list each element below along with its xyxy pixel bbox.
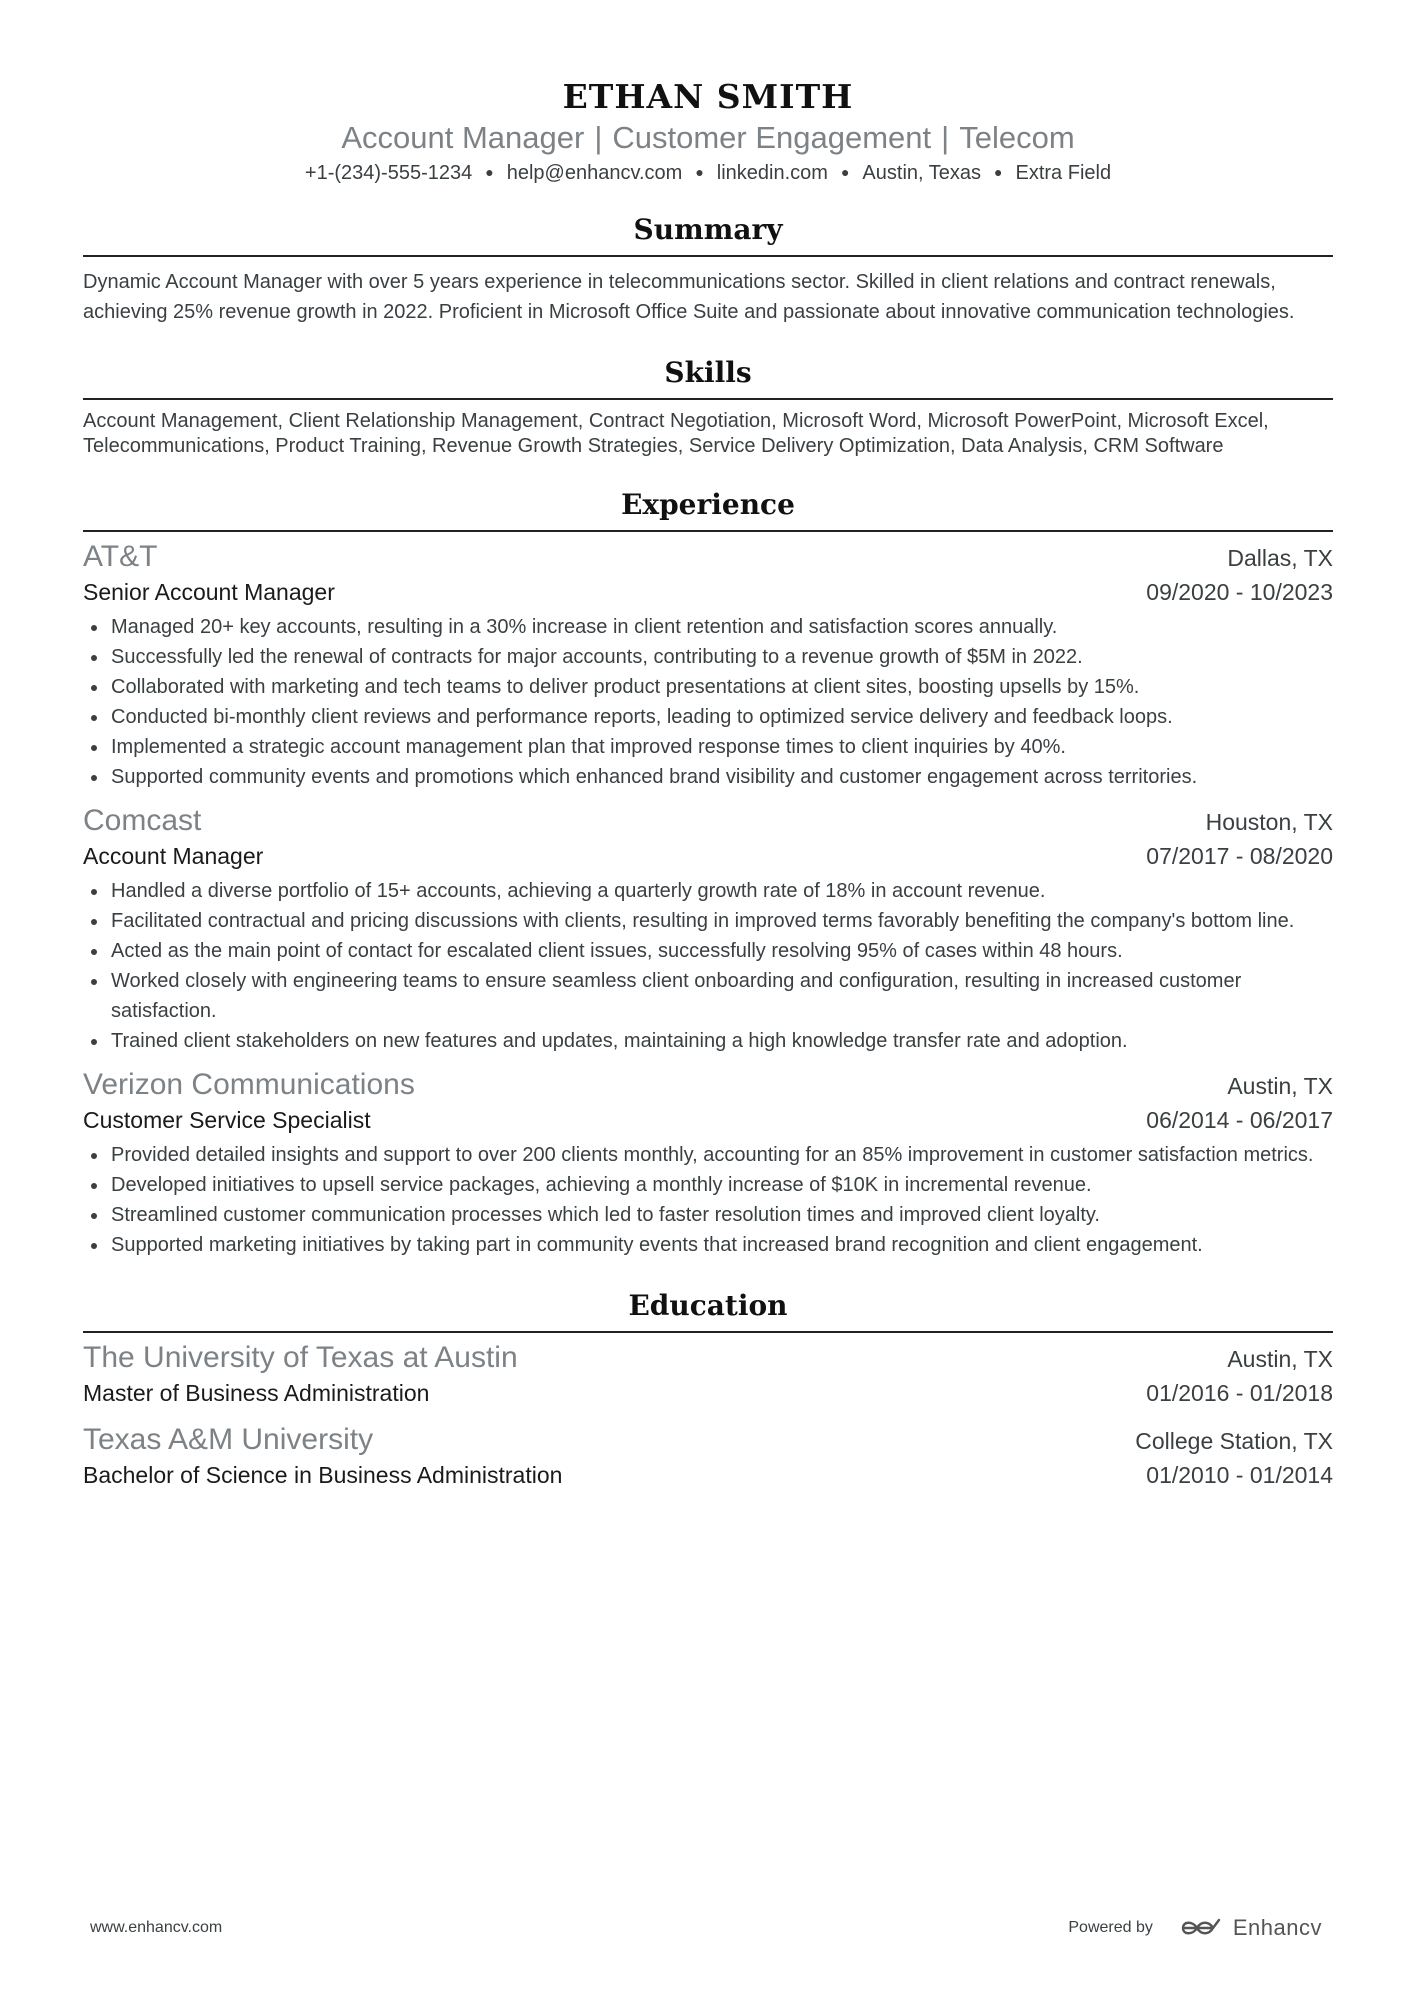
section-divider [83,255,1333,257]
job-dates: 06/2014 - 06/2017 [1146,1107,1333,1133]
education-entry [83,1339,1333,1409]
job-title: Senior Account Manager [83,579,335,605]
bullet-item: Managed 20+ key accounts, resulting in a 30% increase in client retention and satisfaction scores annually. [83,612,1333,642]
bullet-item: Supported community events and promotions which enhanced brand visibility and customer engagement across territories. [83,762,1333,792]
job-entry [83,538,1333,792]
education-entry [83,1421,1333,1491]
job-dates: 09/2020 - 10/2023 [1146,579,1333,605]
location: Austin, Texas [862,162,982,184]
bullet-item: Acted as the main point of contact for escalated client issues, successfully resolving 95% of cases within 48 hours. [83,936,1333,966]
bullet-item: Collaborated with marketing and tech teams to deliver product presentations at client sites, boosting upsells by 15%. [83,672,1333,702]
job-dates: 07/2017 - 08/2020 [1146,843,1333,869]
enhancv-logo-icon [1179,1917,1225,1939]
job-entry [83,802,1333,1056]
bullet-item: Supported marketing initiatives by taking part in community events that increased brand recognition and client engagement. [83,1230,1333,1260]
section-divider [83,530,1333,532]
section-title: Skills [664,356,752,389]
headline-item: Customer Engagement [612,120,932,155]
bullet-item: Successfully led the renewal of contracts for major accounts, contributing to a revenue growth of $5M in 2022. [83,642,1333,672]
enhancv-brand[interactable]: Enhancv [1232,1915,1322,1940]
job-location: Houston, TX [1205,809,1333,835]
bullet-item: Handled a diverse portfolio of 15+ accounts, achieving a quarterly growth rate of 18% in account revenue. [83,876,1333,906]
company-name: Verizon Communications [83,1068,415,1101]
bullet-item: Streamlined customer communication processes which led to faster resolution times and improved client loyalty. [83,1200,1333,1230]
section-title: Education [628,1289,788,1322]
email-link[interactable]: help@enhancv.com [506,162,683,184]
bullet-separator: ● [994,164,1003,180]
footer-site-link[interactable]: www.enhancv.com [90,1919,223,1936]
bullet-item: Trained client stakeholders on new features and updates, maintaining a high knowledge transfer rate and adoption. [83,1026,1333,1056]
job-title: Account Manager [83,843,264,869]
resume-header [83,0,1333,189]
education-dates: 01/2010 - 01/2014 [1146,1462,1333,1488]
school-location: Austin, TX [1227,1346,1333,1372]
section-divider [83,1331,1333,1333]
bullet-item: Implemented a strategic account management plan that improved response times to client inquiries by 40%. [83,732,1333,762]
education-section [83,1287,1333,1491]
bullet-item: Facilitated contractual and pricing discussions with clients, resulting in improved terms favorably benefiting the company's bottom line. [83,906,1333,936]
bullet-item: Provided detailed insights and support to over 200 clients monthly, accounting for an 85% improvement in customer satisfaction metrics. [83,1140,1333,1170]
headline-item: Account Manager [341,120,585,155]
bullet-item: Conducted bi-monthly client reviews and performance reports, leading to optimized service delivery and feedback loops. [83,702,1333,732]
headline-separator: | [594,120,603,155]
job-location: Dallas, TX [1227,545,1333,571]
phone: +1-(234)-555-1234 [304,162,473,184]
headline-item: Telecom [959,120,1075,155]
job-entry [83,1066,1333,1260]
degree: Master of Business Administration [83,1380,430,1406]
candidate-name: ETHAN SMITH [562,77,854,116]
job-bullets [83,612,1333,792]
company-name: AT&T [83,540,158,573]
education-dates: 01/2016 - 01/2018 [1146,1380,1333,1406]
bullet-item: Developed initiatives to upsell service packages, achieving a monthly increase of $10K in incremental revenue. [83,1170,1333,1200]
bullet-separator: ● [485,164,494,180]
linkedin-link[interactable]: linkedin.com [716,162,828,184]
skills-text: Account Management, Client Relationship Management, Contract Negotiation, Microsoft Word, Microsoft PowerPoint, Microsoft Excel, Telecommunications, Product Training, Revenue Growth Strategies, Service Delivery Optimization, Data Analysis, CRM Software [83,410,1269,457]
bullet-separator: ● [695,164,704,180]
contact-line [83,158,1333,189]
job-location: Austin, TX [1227,1073,1333,1099]
skills-section [83,354,1333,459]
company-name: Comcast [83,804,202,837]
headline [83,118,1333,158]
section-title: Summary [633,213,783,246]
bullet-item: Worked closely with engineering teams to ensure seamless client onboarding and configuration, resulting in increased customer satisfaction. [83,966,1333,1026]
resume-page [83,0,1333,1491]
school-name: Texas A&M University [83,1423,374,1456]
headline-separator: | [941,120,950,155]
page-footer [90,1915,1322,1941]
section-divider [83,398,1333,400]
job-title: Customer Service Specialist [83,1107,371,1133]
job-bullets [83,1140,1333,1260]
school-location: College Station, TX [1135,1428,1333,1454]
job-bullets [83,876,1333,1056]
summary-section [83,211,1333,327]
extra-field: Extra Field [1015,162,1112,184]
section-title: Experience [621,488,795,521]
bullet-separator: ● [840,164,850,180]
experience-section [83,486,1333,1260]
summary-text: Dynamic Account Manager with over 5 years experience in telecommunications sector. Skilled in client relations and contract renewals, achieving 25% revenue growth in 2022. Proficient in Microsoft Office Suite and passionate about innovative communication technologies. [83,271,1295,323]
powered-by [1068,1915,1322,1941]
degree: Bachelor of Science in Business Administration [83,1462,563,1488]
powered-by-label: Powered by [1068,1919,1153,1936]
school-name: The University of Texas at Austin [83,1341,518,1374]
